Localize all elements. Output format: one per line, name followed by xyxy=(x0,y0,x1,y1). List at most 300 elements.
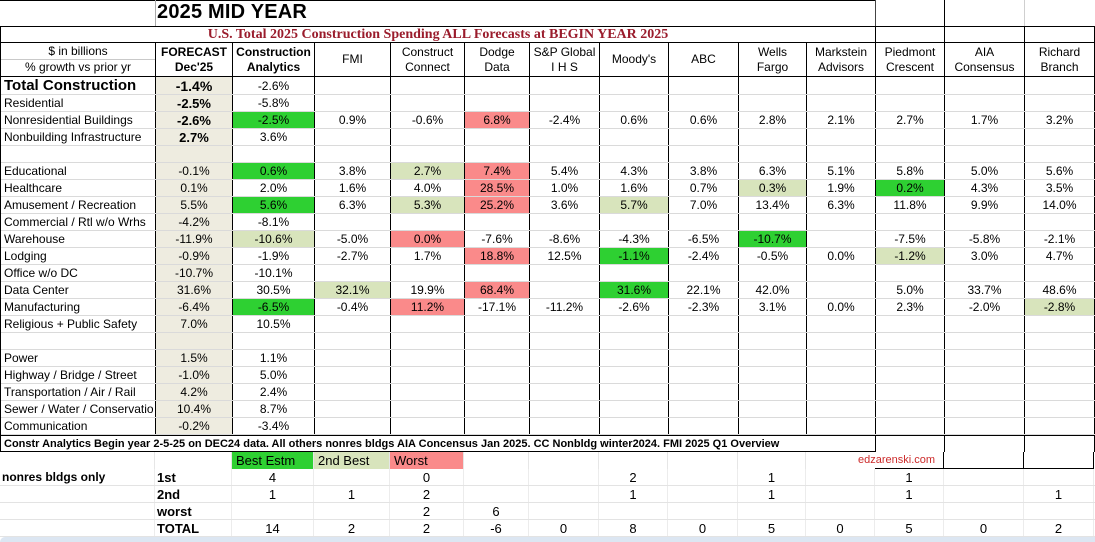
cell-r1-richard[interactable] xyxy=(1025,95,1095,111)
summary-1st-fmi[interactable] xyxy=(314,469,390,485)
cell-r10-moodys[interactable]: -1.1% xyxy=(600,248,669,264)
cell-r5-dodge[interactable]: 7.4% xyxy=(465,163,530,179)
cell-r17-abc[interactable] xyxy=(669,367,739,383)
cell-r9-ca[interactable]: -10.6% xyxy=(233,231,315,247)
row-label-8[interactable]: Commercial / Rtl w/o Wrhs xyxy=(1,214,156,230)
cell-r14-sp[interactable] xyxy=(530,316,600,332)
cell-r13-richard[interactable]: -2.8% xyxy=(1025,299,1095,315)
summary-2nd-abc[interactable] xyxy=(668,486,738,502)
cell-r1-cc[interactable] xyxy=(391,95,465,111)
cell-r5-fmi[interactable]: 3.8% xyxy=(315,163,391,179)
cell-r11-abc[interactable] xyxy=(669,265,739,281)
cell-r6-sp[interactable]: 1.0% xyxy=(530,180,600,196)
cell-r1-sp[interactable] xyxy=(530,95,600,111)
cell-r0-sp[interactable] xyxy=(530,77,600,94)
cell-r20-piedmont[interactable] xyxy=(876,418,945,434)
cell-r15-ca[interactable] xyxy=(233,333,315,349)
cell-r14-markstein[interactable] xyxy=(807,316,876,332)
cell-r4-abc[interactable] xyxy=(669,146,739,162)
cell-r11-richard[interactable] xyxy=(1025,265,1095,281)
cell-r10-dodge[interactable]: 18.8% xyxy=(465,248,530,264)
cell-r8-aia[interactable] xyxy=(945,214,1025,230)
summary-total-moodys[interactable]: 8 xyxy=(599,520,668,536)
cell-r6-abc[interactable]: 0.7% xyxy=(669,180,739,196)
summary-1st-richard[interactable] xyxy=(1024,469,1094,485)
cell-r16-abc[interactable] xyxy=(669,350,739,366)
cell-r8-markstein[interactable] xyxy=(807,214,876,230)
summary-worst-fmi[interactable] xyxy=(314,503,390,519)
col-header-label[interactable] xyxy=(1,43,156,76)
cell-r4-fmi[interactable] xyxy=(315,146,391,162)
summary-1st-markstein[interactable] xyxy=(806,469,875,485)
summary-rank-label[interactable]: 1st xyxy=(155,469,232,485)
cell-r9-aia[interactable]: -5.8% xyxy=(945,231,1025,247)
cell-r17-ca[interactable]: 5.0% xyxy=(233,367,315,383)
empty-cell[interactable] xyxy=(155,452,232,469)
row-label-18[interactable]: Transportation / Air / Rail xyxy=(1,384,156,400)
cell-r10-abc[interactable]: -2.4% xyxy=(669,248,739,264)
row-label-7[interactable]: Amusement / Recreation xyxy=(1,197,156,213)
cell-r13-moodys[interactable]: -2.6% xyxy=(600,299,669,315)
cell-r12-cc[interactable]: 19.9% xyxy=(391,282,465,298)
row-label-2[interactable]: Nonresidential Buildings xyxy=(1,112,156,128)
cell-r12-ca[interactable]: 30.5% xyxy=(233,282,315,298)
cell-r3-sp[interactable] xyxy=(530,129,600,145)
empty-cell[interactable] xyxy=(464,452,529,469)
summary-1st-abc[interactable] xyxy=(668,469,738,485)
summary-2nd-markstein[interactable] xyxy=(806,486,875,502)
banner-title[interactable]: U.S. Total 2025 Construction Spending ALL Forecasts at BEGIN YEAR 2025 xyxy=(1,27,876,43)
summary-total-piedmont[interactable]: 5 xyxy=(875,520,944,536)
cell-r20-aia[interactable] xyxy=(945,418,1025,434)
cell-r5-cc[interactable]: 2.7% xyxy=(391,163,465,179)
cell-r20-forecast[interactable]: -0.2% xyxy=(156,418,233,434)
cell-r2-moodys[interactable]: 0.6% xyxy=(600,112,669,128)
empty-cell[interactable] xyxy=(945,27,1025,43)
cell-r16-ca[interactable]: 1.1% xyxy=(233,350,315,366)
cell-r2-ca[interactable]: -2.5% xyxy=(233,112,315,128)
summary-worst-ca[interactable] xyxy=(232,503,314,519)
summary-total-aia[interactable]: 0 xyxy=(944,520,1024,536)
cell-r4-markstein[interactable] xyxy=(807,146,876,162)
cell-r8-abc[interactable] xyxy=(669,214,739,230)
cell-r7-aia[interactable]: 9.9% xyxy=(945,197,1025,213)
summary-worst-abc[interactable] xyxy=(668,503,738,519)
cell-r18-abc[interactable] xyxy=(669,384,739,400)
cell-r17-piedmont[interactable] xyxy=(876,367,945,383)
col-header-aia[interactable] xyxy=(945,43,1025,76)
cell-r3-cc[interactable] xyxy=(391,129,465,145)
cell-r1-ca[interactable]: -5.8% xyxy=(233,95,315,111)
summary-left-label[interactable] xyxy=(0,503,155,519)
cell-r12-wells[interactable]: 42.0% xyxy=(739,282,807,298)
summary-worst-cc[interactable]: 2 xyxy=(390,503,464,519)
cell-r13-sp[interactable]: -11.2% xyxy=(530,299,600,315)
cell-r19-richard[interactable] xyxy=(1025,401,1095,417)
summary-rank-label[interactable]: worst xyxy=(155,503,232,519)
cell-r15-richard[interactable] xyxy=(1025,333,1095,349)
cell-r4-wells[interactable] xyxy=(739,146,807,162)
cell-r15-markstein[interactable] xyxy=(807,333,876,349)
cell-r15-forecast[interactable] xyxy=(156,333,233,349)
cell-r9-sp[interactable]: -8.6% xyxy=(530,231,600,247)
summary-2nd-richard[interactable]: 1 xyxy=(1024,486,1094,502)
page-title[interactable]: 2025 MID YEAR xyxy=(157,1,308,23)
cell-r2-richard[interactable]: 3.2% xyxy=(1025,112,1095,128)
cell-r20-sp[interactable] xyxy=(530,418,600,434)
cell-r16-wells[interactable] xyxy=(739,350,807,366)
cell-r18-fmi[interactable] xyxy=(315,384,391,400)
empty-cell[interactable] xyxy=(876,27,945,43)
cell-r12-fmi[interactable]: 32.1% xyxy=(315,282,391,298)
cell-r12-markstein[interactable] xyxy=(807,282,876,298)
cell-r9-markstein[interactable] xyxy=(807,231,876,247)
row-label-4[interactable] xyxy=(1,146,156,162)
cell-r19-forecast[interactable]: 10.4% xyxy=(156,401,233,417)
cell-r19-abc[interactable] xyxy=(669,401,739,417)
cell-r2-fmi[interactable]: 0.9% xyxy=(315,112,391,128)
cell-r13-fmi[interactable]: -0.4% xyxy=(315,299,391,315)
cell-r12-piedmont[interactable]: 5.0% xyxy=(876,282,945,298)
summary-worst-moodys[interactable] xyxy=(599,503,668,519)
summary-2nd-cc[interactable]: 2 xyxy=(390,486,464,502)
empty-cell[interactable] xyxy=(1025,436,1095,452)
cell-r0-forecast[interactable]: -1.4% xyxy=(156,77,233,94)
cell-r11-moodys[interactable] xyxy=(600,265,669,281)
cell-r5-sp[interactable]: 5.4% xyxy=(530,163,600,179)
cell-r6-moodys[interactable]: 1.6% xyxy=(600,180,669,196)
row-label-16[interactable]: Power xyxy=(1,350,156,366)
cell-r6-markstein[interactable]: 1.9% xyxy=(807,180,876,196)
cell-r17-richard[interactable] xyxy=(1025,367,1095,383)
summary-worst-richard[interactable] xyxy=(1024,503,1094,519)
cell-r10-markstein[interactable]: 0.0% xyxy=(807,248,876,264)
summary-rank-label[interactable]: 2nd xyxy=(155,486,232,502)
cell-r12-sp[interactable] xyxy=(530,282,600,298)
row-label-13[interactable]: Manufacturing xyxy=(1,299,156,315)
row-label-0[interactable]: Total Construction xyxy=(1,77,156,94)
cell-r3-richard[interactable] xyxy=(1025,129,1095,145)
cell-r20-abc[interactable] xyxy=(669,418,739,434)
cell-r7-richard[interactable]: 14.0% xyxy=(1025,197,1095,213)
cell-r15-fmi[interactable] xyxy=(315,333,391,349)
cell-r7-sp[interactable]: 3.6% xyxy=(530,197,600,213)
cell-r12-aia[interactable]: 33.7% xyxy=(945,282,1025,298)
cell-r5-markstein[interactable]: 5.1% xyxy=(807,163,876,179)
cell-r0-piedmont[interactable] xyxy=(876,77,945,94)
cell-r14-piedmont[interactable] xyxy=(876,316,945,332)
row-label-11[interactable]: Office w/o DC xyxy=(1,265,156,281)
cell-r1-dodge[interactable] xyxy=(465,95,530,111)
cell-r12-moodys[interactable]: 31.6% xyxy=(600,282,669,298)
cell-r1-forecast[interactable]: -2.5% xyxy=(156,95,233,111)
col-header-ca[interactable] xyxy=(233,43,315,76)
legend-worst[interactable]: Worst xyxy=(390,452,464,469)
cell-r11-markstein[interactable] xyxy=(807,265,876,281)
cell-r11-piedmont[interactable] xyxy=(876,265,945,281)
summary-total-dodge[interactable]: -6 xyxy=(464,520,529,536)
cell-r1-fmi[interactable] xyxy=(315,95,391,111)
cell-r1-abc[interactable] xyxy=(669,95,739,111)
summary-total-cc[interactable]: 2 xyxy=(390,520,464,536)
cell-r15-abc[interactable] xyxy=(669,333,739,349)
cell-r6-dodge[interactable]: 28.5% xyxy=(465,180,530,196)
cell-r11-dodge[interactable] xyxy=(465,265,530,281)
cell-r13-forecast[interactable]: -6.4% xyxy=(156,299,233,315)
cell-r0-ca[interactable]: -2.6% xyxy=(233,77,315,94)
empty-cell[interactable] xyxy=(0,452,155,469)
cell-r7-abc[interactable]: 7.0% xyxy=(669,197,739,213)
summary-total-markstein[interactable]: 0 xyxy=(806,520,875,536)
cell-r13-dodge[interactable]: -17.1% xyxy=(465,299,530,315)
cell-r8-fmi[interactable] xyxy=(315,214,391,230)
empty-cell[interactable] xyxy=(944,452,1024,469)
cell-r19-wells[interactable] xyxy=(739,401,807,417)
cell-r3-dodge[interactable] xyxy=(465,129,530,145)
cell-r11-fmi[interactable] xyxy=(315,265,391,281)
row-label-17[interactable]: Highway / Bridge / Street xyxy=(1,367,156,383)
col-header-abc[interactable] xyxy=(669,43,739,76)
cell-r16-cc[interactable] xyxy=(391,350,465,366)
cell-r16-piedmont[interactable] xyxy=(876,350,945,366)
col-header-forecast[interactable] xyxy=(156,43,233,76)
cell-r9-fmi[interactable]: -5.0% xyxy=(315,231,391,247)
cell-r8-moodys[interactable] xyxy=(600,214,669,230)
cell-r14-fmi[interactable] xyxy=(315,316,391,332)
cell-r19-fmi[interactable] xyxy=(315,401,391,417)
cell-r1-piedmont[interactable] xyxy=(876,95,945,111)
cell-r11-cc[interactable] xyxy=(391,265,465,281)
cell-r19-aia[interactable] xyxy=(945,401,1025,417)
cell-r5-wells[interactable]: 6.3% xyxy=(739,163,807,179)
cell-r6-aia[interactable]: 4.3% xyxy=(945,180,1025,196)
cell-r10-richard[interactable]: 4.7% xyxy=(1025,248,1095,264)
cell-r8-cc[interactable] xyxy=(391,214,465,230)
cell-r2-forecast[interactable]: -2.6% xyxy=(156,112,233,128)
cell-r12-abc[interactable]: 22.1% xyxy=(669,282,739,298)
cell-r5-aia[interactable]: 5.0% xyxy=(945,163,1025,179)
cell-r12-dodge[interactable]: 68.4% xyxy=(465,282,530,298)
cell-r5-abc[interactable]: 3.8% xyxy=(669,163,739,179)
summary-1st-piedmont[interactable]: 1 xyxy=(875,469,944,485)
summary-rank-label[interactable]: TOTAL xyxy=(155,520,232,536)
cell-r4-richard[interactable] xyxy=(1025,146,1095,162)
cell-r17-fmi[interactable] xyxy=(315,367,391,383)
summary-1st-wells[interactable]: 1 xyxy=(738,469,806,485)
summary-1st-sp[interactable] xyxy=(529,469,599,485)
cell-r5-forecast[interactable]: -0.1% xyxy=(156,163,233,179)
cell-r19-moodys[interactable] xyxy=(600,401,669,417)
cell-r2-wells[interactable]: 2.8% xyxy=(739,112,807,128)
cell-r10-wells[interactable]: -0.5% xyxy=(739,248,807,264)
cell-r20-ca[interactable]: -3.4% xyxy=(233,418,315,434)
cell-r9-richard[interactable]: -2.1% xyxy=(1025,231,1095,247)
cell-r6-piedmont[interactable]: 0.2% xyxy=(876,180,945,196)
col-header-sp[interactable] xyxy=(530,43,600,76)
col-header-fmi[interactable] xyxy=(315,43,391,76)
cell-r11-wells[interactable] xyxy=(739,265,807,281)
cell-r4-ca[interactable] xyxy=(233,146,315,162)
cell-r13-wells[interactable]: 3.1% xyxy=(739,299,807,315)
row-label-14[interactable]: Religious + Public Safety xyxy=(1,316,156,332)
cell-r10-sp[interactable]: 12.5% xyxy=(530,248,600,264)
summary-2nd-wells[interactable]: 1 xyxy=(738,486,806,502)
cell-r3-moodys[interactable] xyxy=(600,129,669,145)
summary-total-richard[interactable]: 2 xyxy=(1024,520,1094,536)
cell-r16-dodge[interactable] xyxy=(465,350,530,366)
cell-r16-sp[interactable] xyxy=(530,350,600,366)
cell-r0-markstein[interactable] xyxy=(807,77,876,94)
empty-cell[interactable] xyxy=(1025,27,1095,43)
cell-r20-moodys[interactable] xyxy=(600,418,669,434)
cell-r9-wells[interactable]: -10.7% xyxy=(739,231,807,247)
empty-cell[interactable] xyxy=(945,436,1025,452)
empty-cell[interactable] xyxy=(599,452,668,469)
cell-r3-piedmont[interactable] xyxy=(876,129,945,145)
cell-r5-moodys[interactable]: 4.3% xyxy=(600,163,669,179)
cell-r16-fmi[interactable] xyxy=(315,350,391,366)
cell-r10-forecast[interactable]: -0.9% xyxy=(156,248,233,264)
cell-r15-piedmont[interactable] xyxy=(876,333,945,349)
cell-r10-cc[interactable]: 1.7% xyxy=(391,248,465,264)
cell-r19-ca[interactable]: 8.7% xyxy=(233,401,315,417)
cell-r0-wells[interactable] xyxy=(739,77,807,94)
cell-r18-piedmont[interactable] xyxy=(876,384,945,400)
summary-total-abc[interactable]: 0 xyxy=(668,520,738,536)
cell-r13-ca[interactable]: -6.5% xyxy=(233,299,315,315)
summary-1st-cc[interactable]: 0 xyxy=(390,469,464,485)
summary-2nd-piedmont[interactable]: 1 xyxy=(875,486,944,502)
cell-r16-richard[interactable] xyxy=(1025,350,1095,366)
summary-2nd-dodge[interactable] xyxy=(464,486,529,502)
row-label-9[interactable]: Warehouse xyxy=(1,231,156,247)
cell-r7-ca[interactable]: 5.6% xyxy=(233,197,315,213)
col-header-richard[interactable] xyxy=(1025,43,1095,76)
website-link[interactable]: edzarenski.com xyxy=(858,454,936,466)
cell-r2-dodge[interactable]: 6.8% xyxy=(465,112,530,128)
cell-r13-aia[interactable]: -2.0% xyxy=(945,299,1025,315)
cell-r15-dodge[interactable] xyxy=(465,333,530,349)
cell-r12-forecast[interactable]: 31.6% xyxy=(156,282,233,298)
cell-r6-fmi[interactable]: 1.6% xyxy=(315,180,391,196)
cell-r7-dodge[interactable]: 25.2% xyxy=(465,197,530,213)
cell-r16-moodys[interactable] xyxy=(600,350,669,366)
cell-r19-piedmont[interactable] xyxy=(876,401,945,417)
cell-r4-piedmont[interactable] xyxy=(876,146,945,162)
cell-r5-richard[interactable]: 5.6% xyxy=(1025,163,1095,179)
cell-r3-markstein[interactable] xyxy=(807,129,876,145)
cell-r4-cc[interactable] xyxy=(391,146,465,162)
summary-1st-moodys[interactable]: 2 xyxy=(599,469,668,485)
cell-r14-dodge[interactable] xyxy=(465,316,530,332)
cell-r5-piedmont[interactable]: 5.8% xyxy=(876,163,945,179)
row-label-3[interactable]: Nonbuilding Infrastructure xyxy=(1,129,156,145)
row-label-15[interactable] xyxy=(1,333,156,349)
summary-1st-ca[interactable]: 4 xyxy=(232,469,314,485)
cell-r16-forecast[interactable]: 1.5% xyxy=(156,350,233,366)
cell-r17-wells[interactable] xyxy=(739,367,807,383)
cell-r14-cc[interactable] xyxy=(391,316,465,332)
cell-r19-dodge[interactable] xyxy=(465,401,530,417)
summary-2nd-moodys[interactable]: 1 xyxy=(599,486,668,502)
cell-r2-piedmont[interactable]: 2.7% xyxy=(876,112,945,128)
cell-r9-moodys[interactable]: -4.3% xyxy=(600,231,669,247)
summary-2nd-fmi[interactable]: 1 xyxy=(314,486,390,502)
cell-r13-abc[interactable]: -2.3% xyxy=(669,299,739,315)
cell-r11-ca[interactable]: -10.1% xyxy=(233,265,315,281)
cell-r18-richard[interactable] xyxy=(1025,384,1095,400)
cell-r18-dodge[interactable] xyxy=(465,384,530,400)
cell-r4-forecast[interactable] xyxy=(156,146,233,162)
summary-1st-aia[interactable] xyxy=(944,469,1024,485)
cell-r10-ca[interactable]: -1.9% xyxy=(233,248,315,264)
cell-r10-piedmont[interactable]: -1.2% xyxy=(876,248,945,264)
cell-r14-wells[interactable] xyxy=(739,316,807,332)
summary-2nd-sp[interactable] xyxy=(529,486,599,502)
cell-r20-wells[interactable] xyxy=(739,418,807,434)
cell-r6-wells[interactable]: 0.3% xyxy=(739,180,807,196)
summary-total-fmi[interactable]: 2 xyxy=(314,520,390,536)
cell-r11-forecast[interactable]: -10.7% xyxy=(156,265,233,281)
cell-r1-moodys[interactable] xyxy=(600,95,669,111)
cell-r7-wells[interactable]: 13.4% xyxy=(739,197,807,213)
row-label-5[interactable]: Educational xyxy=(1,163,156,179)
cell-r18-cc[interactable] xyxy=(391,384,465,400)
cell-r19-markstein[interactable] xyxy=(807,401,876,417)
cell-r5-ca[interactable]: 0.6% xyxy=(233,163,315,179)
cell-r15-cc[interactable] xyxy=(391,333,465,349)
cell-r8-piedmont[interactable] xyxy=(876,214,945,230)
cell-r7-fmi[interactable]: 6.3% xyxy=(315,197,391,213)
row-label-20[interactable]: Communication xyxy=(1,418,156,434)
cell-r15-aia[interactable] xyxy=(945,333,1025,349)
cell-r20-dodge[interactable] xyxy=(465,418,530,434)
cell-r2-aia[interactable]: 1.7% xyxy=(945,112,1025,128)
cell-r15-wells[interactable] xyxy=(739,333,807,349)
cell-r17-moodys[interactable] xyxy=(600,367,669,383)
cell-r8-forecast[interactable]: -4.2% xyxy=(156,214,233,230)
cell-r20-richard[interactable] xyxy=(1025,418,1095,434)
cell-r0-cc[interactable] xyxy=(391,77,465,94)
cell-r0-richard[interactable] xyxy=(1025,77,1095,94)
cell-r2-markstein[interactable]: 2.1% xyxy=(807,112,876,128)
cell-r17-dodge[interactable] xyxy=(465,367,530,383)
cell-r3-fmi[interactable] xyxy=(315,129,391,145)
cell-r9-cc[interactable]: 0.0% xyxy=(391,231,465,247)
summary-left-label[interactable] xyxy=(0,486,155,502)
cell-r8-richard[interactable] xyxy=(1025,214,1095,230)
cell-r18-moodys[interactable] xyxy=(600,384,669,400)
cell-r6-richard[interactable]: 3.5% xyxy=(1025,180,1095,196)
summary-left-label[interactable]: nonres bldgs only xyxy=(0,469,155,485)
cell-r20-markstein[interactable] xyxy=(807,418,876,434)
cell-r14-richard[interactable] xyxy=(1025,316,1095,332)
cell-r8-ca[interactable]: -8.1% xyxy=(233,214,315,230)
summary-total-ca[interactable]: 14 xyxy=(232,520,314,536)
cell-r14-abc[interactable] xyxy=(669,316,739,332)
cell-r18-markstein[interactable] xyxy=(807,384,876,400)
summary-worst-aia[interactable] xyxy=(944,503,1024,519)
cell-r14-moodys[interactable] xyxy=(600,316,669,332)
cell-r6-ca[interactable]: 2.0% xyxy=(233,180,315,196)
cell-r13-cc[interactable]: 11.2% xyxy=(391,299,465,315)
summary-2nd-aia[interactable] xyxy=(944,486,1024,502)
legend-second[interactable]: 2nd Best xyxy=(314,452,390,469)
footnote-cell[interactable]: Constr Analytics Begin year 2-5-25 on DEC24 data. All others nonres bldgs AIA Concensus Jan 2025. CC Nonbldg winter2024. FMI 2025 Q1 Overview xyxy=(1,436,876,452)
summary-2nd-ca[interactable]: 1 xyxy=(232,486,314,502)
empty-cell[interactable] xyxy=(738,452,806,469)
empty-cell[interactable] xyxy=(668,452,738,469)
